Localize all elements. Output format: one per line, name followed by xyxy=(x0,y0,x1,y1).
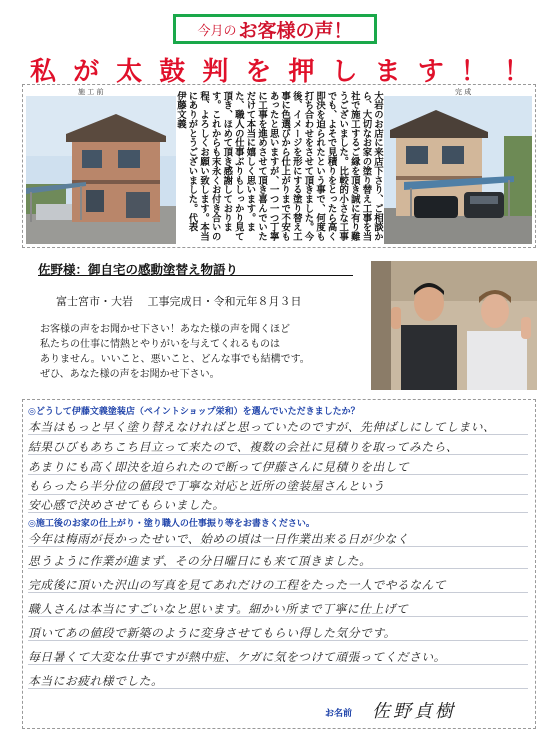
name-label: お名前 xyxy=(325,709,353,719)
answer-2-line: 毎日暑くて大変な仕事ですが熱中症、ケガに気をつけて頑張ってください。 xyxy=(28,650,446,664)
answer-2-line: 職人さんは本当にすごいなと思います。細かい所まで丁寧に仕上げて xyxy=(28,602,409,616)
answer-1-line: もらったら半分位の値段で丁寧な対応と近所の塗装屋さんという xyxy=(28,479,385,493)
header-prefix: 今月の xyxy=(197,23,237,39)
answer-2-line: 思うように作業が進まず、その分日曜日にも来て頂きました。 xyxy=(28,554,372,568)
answer-2-line: 完成後に頂いた沢山の写真を見てあれだけの工程をたった一人でやるなんて xyxy=(28,578,447,592)
banner-char: 判 xyxy=(202,56,229,87)
survey-question-1: ◎どうして伊藤文義塗装店（ペイントショップ栄和）を選んでいただきましたか？ xyxy=(28,407,360,417)
answer-1-line: 安心感で決めさせてもらいました。 xyxy=(28,498,225,512)
banner-char: 押 xyxy=(288,56,315,87)
survey-question-2: ◎施工後のお家の仕上がり・塗り職人の仕事振り等をお書きください。 xyxy=(28,519,315,529)
answer-2-line: 頂いてあの値段で新築のように変身させてもらい得した気分です。 xyxy=(28,626,396,640)
banner-char: し xyxy=(331,56,358,87)
story-underline xyxy=(38,275,353,276)
ruled-line xyxy=(28,494,528,495)
intro-line: ぜひ、あなた様の声をお聞かせ下さい。 xyxy=(40,369,220,380)
banner-char: ！ xyxy=(460,56,487,87)
story-intro xyxy=(40,322,360,382)
header-title-box xyxy=(173,14,377,44)
banner-char: が xyxy=(73,56,100,87)
customer-name: 佐野貞樹 xyxy=(372,701,456,722)
banner-char: 鼓 xyxy=(159,56,186,87)
banner-char: す xyxy=(417,56,444,87)
intro-line: ありません。いいこと、悪いこと、どんな事でも結構です。 xyxy=(40,354,310,365)
intro-line: 私たちの仕事に情熱とやりがいを与えてくれるものは xyxy=(40,339,280,350)
after-house-photo xyxy=(384,96,532,244)
banner-char: 太 xyxy=(116,56,143,87)
banner-slogan xyxy=(30,56,530,87)
staff-message-vertical: 大岩のお店に来店下さり、ご相談から、大切なお家の塗り替え工事を当社で施工するご縁を頂き誠に有り難うございました。比較的小さな工事でも、よそで見積りをとったら高く即決を迫られたという事で、何度も打ち合わせをさせて頂きました。今後、イメージを形にする塗り替え工事に色選びから仕上がりまで不安もあったと思いますが、一つ一つ丁寧に工事を進めさせて頂き喜んでいただけて本当に嬉しく思います。また、職人の仕事ぶりもしっかり見て頂き、ほめて頂き感謝しております。これからも末永くお付き合いの程、よろしくお願い致します。本当にありがとうございました。代表 伊藤文義 xyxy=(174,91,383,242)
people-photo xyxy=(371,261,537,390)
answer-1-line: 本当はもっと早く塗り替えなければと思っていたのですが、先伸ばしにしてしまい、 xyxy=(28,420,496,434)
after-label: 完 成 xyxy=(455,88,472,96)
header-title: お客様の声！ xyxy=(238,19,353,42)
banner-char: を xyxy=(245,56,272,87)
story-title: 佐野様：御自宅の感動塗替え物語り xyxy=(38,262,239,277)
answer-1-line: あまりにも高く即決を迫られたので断って伊藤さんに見積りを出して xyxy=(28,460,410,474)
answer-1-line: 結果ひびもあちこち目立って来たので、複数の会社に見積りを取ってみたら、 xyxy=(28,440,459,454)
answer-2-line: 今年は梅雨が長かったせいで、始めの頃は一日作業出来る日が少なく xyxy=(28,532,409,546)
banner-char: ！ xyxy=(503,56,530,87)
banner-char: ま xyxy=(374,56,401,87)
before-label: 施 工 前 xyxy=(78,88,104,96)
answer-2-line: 本当にお疲れ様でした。 xyxy=(28,674,164,688)
story-place-date: 富士宮市・大岩 工事完成日・令和元年８月３日 xyxy=(56,295,302,308)
intro-line: お客様の声をお聞かせ下さい！あなた様の声を聞くほど xyxy=(40,324,290,335)
before-house-photo xyxy=(26,96,176,244)
banner-char: 私 xyxy=(30,56,57,87)
